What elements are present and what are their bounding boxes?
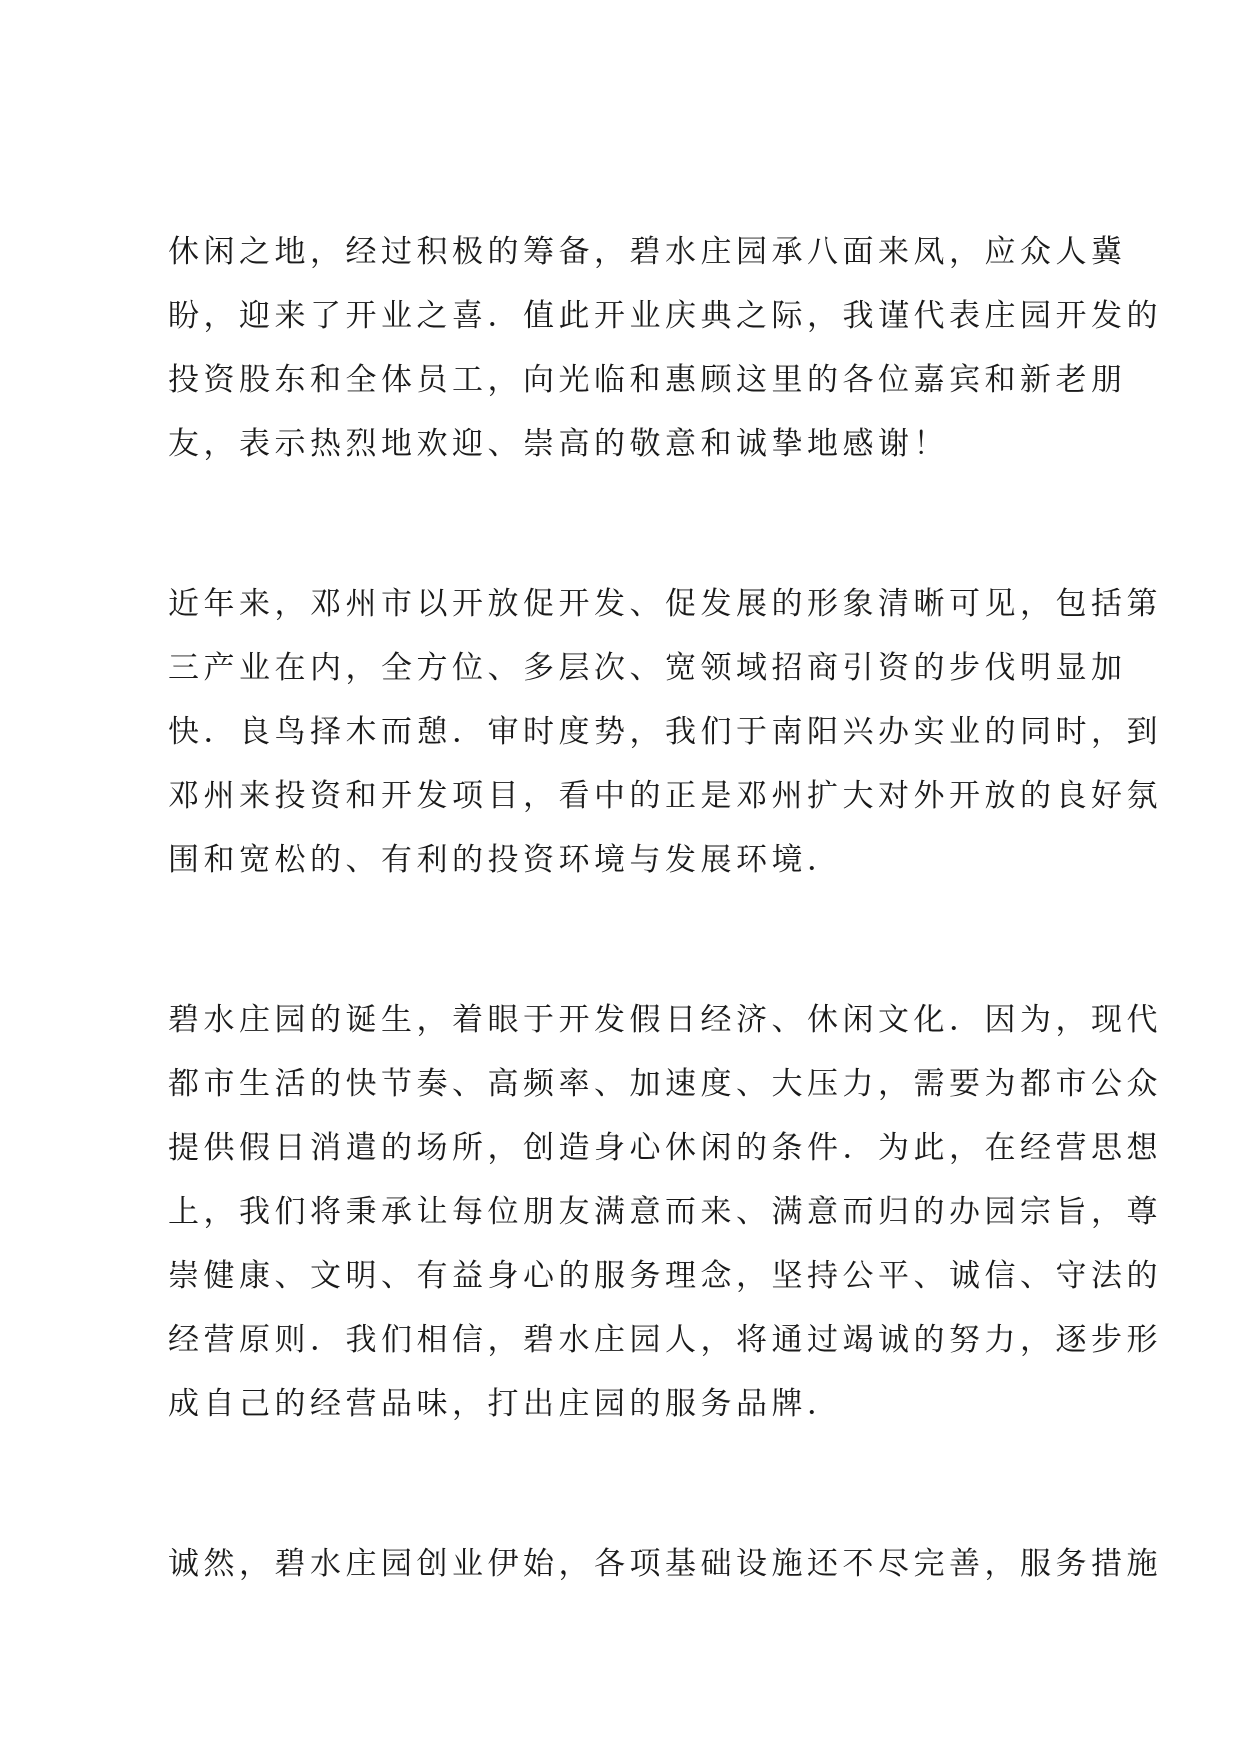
text-line: 提供假日消遣的场所，创造身心休闲的条件．为此，在经营思想 (168, 1130, 1162, 1166)
text-line: 都市生活的快节奏、高频率、加速度、大压力，需要为都市公众 (168, 1066, 1162, 1102)
paragraph-closing (168, 1538, 1162, 1602)
paragraph-opening-welcome (168, 226, 1162, 482)
text-line: 盼，迎来了开业之喜．值此开业庆典之际，我谨代表庄园开发的 (168, 298, 1162, 334)
text-line: 邓州来投资和开发项目，看中的正是邓州扩大对外开放的良好氛 (168, 778, 1162, 814)
text-line: 近年来，邓州市以开放促开发、促发展的形象清晰可见，包括第 (168, 586, 1162, 622)
paragraph-investment-environment (168, 578, 1162, 898)
text-line: 休闲之地，经过积极的筹备，碧水庄园承八面来凤，应众人冀 (168, 234, 1127, 270)
text-line: 经营原则．我们相信，碧水庄园人，将通过竭诚的努力，逐步形 (168, 1322, 1162, 1358)
text-line: 崇健康、文明、有益身心的服务理念，坚持公平、诚信、守法的 (168, 1258, 1162, 1294)
text-line: 诚然，碧水庄园创业伊始，各项基础设施还不尽完善，服务措施 (168, 1546, 1162, 1582)
text-line: 三产业在内，全方位、多层次、宽领域招商引资的步伐明显加 (168, 650, 1127, 686)
text-line: 友，表示热烈地欢迎、崇高的敬意和诚挚地感谢！ (168, 426, 949, 462)
document-body (168, 226, 1162, 1602)
text-line: 快．良鸟择木而憩．审时度势，我们于南阳兴办实业的同时，到 (168, 714, 1162, 750)
paragraph-gap (168, 898, 1098, 994)
paragraph-business-philosophy (168, 994, 1162, 1442)
paragraph-gap (168, 1442, 1098, 1538)
text-line: 围和宽松的、有利的投资环境与发展环境． (168, 842, 843, 878)
text-line: 碧水庄园的诞生，着眼于开发假日经济、休闲文化．因为，现代 (168, 1002, 1162, 1038)
paragraph-gap (168, 482, 1098, 578)
text-line: 上，我们将秉承让每位朋友满意而来、满意而归的办园宗旨，尊 (168, 1194, 1162, 1230)
text-line: 投资股东和全体员工，向光临和惠顾这里的各位嘉宾和新老朋 (168, 362, 1127, 398)
text-line: 成自己的经营品味，打出庄园的服务品牌． (168, 1386, 843, 1422)
